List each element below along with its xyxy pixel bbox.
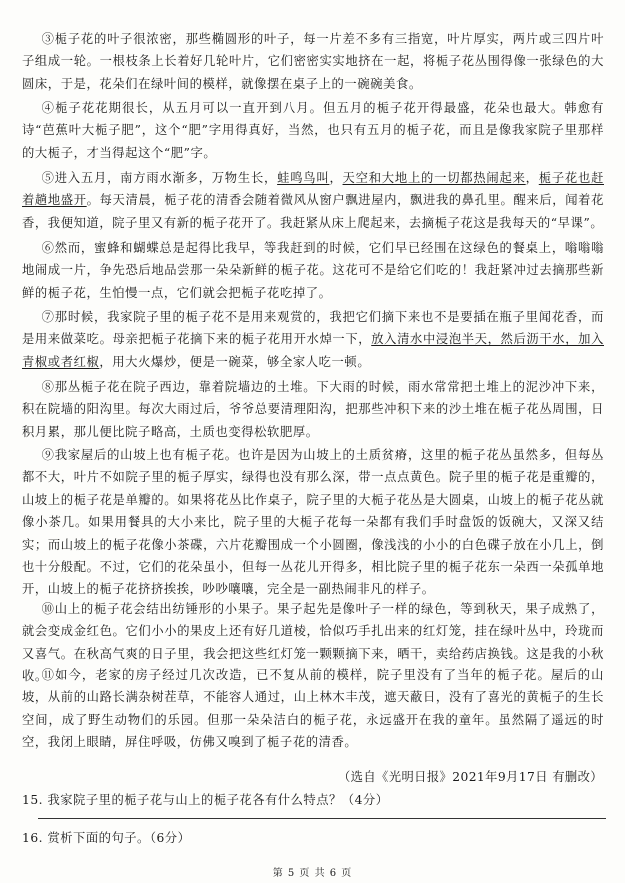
answer-line[interactable] xyxy=(38,818,606,819)
text-segment: ⑦那时候，我家院子里的栀子花不是用来观赏的，我把它们摘下来也不是要插在瓶子里闻花香，而是用来做菜吃。母亲把栀子花摘下来的栀子花用开水焯一下， xyxy=(22,310,604,347)
paragraph-3: ③栀子花的叶子很浓密，那些椭圆形的叶子，每一片差不多有三指宽，叶片厚实，两片或三四片叶子组成一轮。一根枝条上长着好几轮叶片，它们密密实实地挤在一起，将栀子花丛围得像一张绿色的大圆床，于是，花朵们在绿叶间的模样，就像摆在桌子上的一碗碗美食。 xyxy=(22,32,604,91)
underlined-phrase: 栀子花也赶着趟地盛开 xyxy=(22,171,604,208)
paragraph-8: ⑧那丛栀子花在院子西边，靠着院墙边的土堆。下大雨的时候，雨水常常把土堆上的泥沙冲下来，积在院墙的阳沟里。每次大雨过后，爷爷总要清理阳沟，把那些冲积下来的沙土堆在栀子花丛周围，日积月累，那儿便比院子略高，土质也变得松软肥厚。 xyxy=(22,380,604,439)
text-segment: 。每天清晨，栀子花的清香会随着微风从窗户飘进屋内，飘进我的鼻孔里。醒来后，闻着花香，我便知道，院子里又有新的栀子花开了。我赶紧从床上爬起来，去摘栀子花这是我每天的“早课”。 xyxy=(22,193,604,230)
text-segment: ，用大火爆炒，便是一碗菜，够全家人吃一顿。 xyxy=(99,354,371,369)
paragraph-6: ⑥然而，蜜蜂和蝴蝶总是起得比我早，等我赶到的时候，它们早已经围在这绿色的餐桌上，嗡嗡嗡地闹成一片，争先恐后地品尝那一朵朵新鲜的栀子花。这花可不是给它们吃的！我赶紧冲过去摘那些新鲜的栀子花，生怕慢一点，它们就会把栀子花吃掉了。 xyxy=(22,241,604,300)
underlined-phrase: 蛙鸣鸟叫 xyxy=(277,171,330,185)
underlined-phrase: 天空和大地上的一切都热闹起来 xyxy=(342,171,526,185)
paragraph-4: ④栀子花花期很长，从五月可以一直开到八月。但五月的栀子花开得最盛，花朵也最大。韩愈有诗“芭蕉叶大栀子肥”，这个“肥”字用得真好，当然，也只有五月的栀子花，而且是像我家院子里那样的大栀子，才当得起这个“肥”字。 xyxy=(22,101,604,160)
underlined-phrase: 放入清水中浸泡半天，然后沥干水，加入青椒或者红椒 xyxy=(22,332,604,369)
paragraph-10: ⑩山上的栀子花会结出纺锤形的小果子。果子起先是像叶子一样的绿色，等到秋天，果子成熟了，就会变成金红色。它们小小的果皮上还有好几道棱，恰似巧手扎出来的红灯笼，挂在绿叶丛中，玲珑而又喜气。在秋高气爽的日子里，我会把这些红灯笼一颗颗摘下来，晒干，卖给药店换钱。这是我的小秋收。 xyxy=(22,602,604,684)
paragraph-11: ⑪如今，老家的房子经过几次改造，已不复从前的模样，院子里没有了当年的栀子花。屋后的山坡，从前的山路长满杂树茬草，不能容人通过，山上林木丰茂，遮天蔽日，没有了喜光的黄栀子的生长空间，成了野生动物们的乐园。但那一朵朵洁白的栀子花，永远盛开在我的童年。虽然隔了遥远的时空，我闭上眼睛，屏住呼吸，仿佛又嗅到了栀子花的清香。 xyxy=(22,668,604,750)
question-15: 15. 我家院子里的栀子花与山上的栀子花各有什么特点？（4分） xyxy=(22,793,389,807)
text-segment: ⑤进入五月，南方雨水渐多，万物生长， xyxy=(41,171,278,185)
paragraph-5 xyxy=(22,167,604,234)
question-16: 16. 赏析下面的句子。（6分） xyxy=(22,831,191,845)
page-footer: 第 5 页 共 6 页 xyxy=(272,868,353,879)
paragraph-9: ⑨我家屋后的山坡上也有栀子花。也许是因为山坡上的土质贫瘠，这里的栀子花丛虽然多，但每丛都不大，叶片不如院子里的栀子厚实，绿得也没有那么深，带一点点黄色。院子里的栀子花是重瓣的，山坡上的栀子花是单瓣的。如果将花丛比作桌子，院子里的大栀子花丛是大圆桌，山坡上的栀子花丛就像小茶几。如果用餐具的大小来比，院子里的大栀子花每一朵都有我们手时盘饭的饭碗大，又深又结实；而山坡上的栀子花像小茶碟，六片花瓣围成一个小圆圈，像浅浅的小小的白色碟子放在小几上，倒也十分般配。不过，它们的花朵虽小，但每一丛花儿开得多，相比院子里的栀子花东一朵西一朵孤单地开，山坡上的栀子花挤挤挨挨，吵吵嚷嚷，完全是一副热闹非凡的样子。 xyxy=(22,448,604,597)
article-source: （选自《光明日报》2021年9月17日 有删改） xyxy=(337,770,603,784)
text-segment: ， xyxy=(329,171,343,185)
text-segment: ， xyxy=(525,171,539,185)
paragraph-7 xyxy=(22,306,604,373)
